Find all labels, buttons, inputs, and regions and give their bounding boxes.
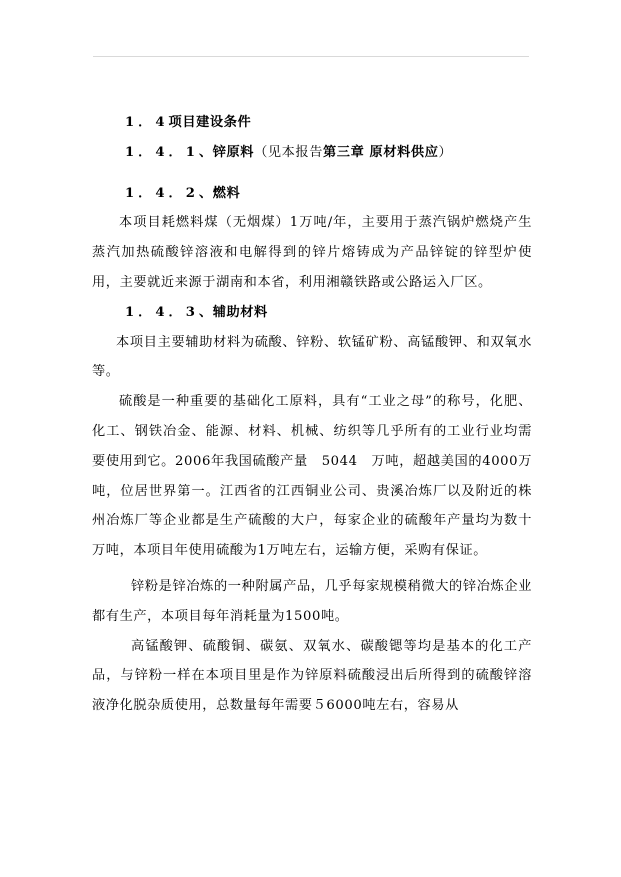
subsection-title: 、辅助材料 [198,304,268,320]
subsection-number: 1．4．3 [125,304,199,320]
header-rule [93,56,529,57]
subsection-number: 1．4．1 [125,144,199,160]
paragraph-zinc-powder: 锌粉是锌冶炼的一种附属产品，几乎每家规模稍微大的锌冶炼企业都有生产，本项目每年消耗量为1500吨。 [92,578,532,624]
subsection-note-end: ） [438,144,453,160]
section-title: 项目建设条件 [168,115,252,130]
subsection-number: 1．4．2 [125,185,199,201]
section-heading [92,108,532,138]
subsection-note-ref: 第三章 原材料供应 [323,144,439,160]
subsection-heading-auxiliary [92,298,532,328]
subsection-title: 、燃料 [198,185,241,201]
subsection-note: （见本报告 [254,144,323,160]
subsection-heading-zinc [92,138,532,168]
subsection-title: 、锌原料 [198,144,255,160]
subsection-heading-fuel [92,179,532,209]
paragraph-sulfuric-acid: 硫酸是一种重要的基础化工原料，具有“工业之母”的称号，化肥、化工、钢铁冶金、能源、材料、机械、纺织等几乎所有的工业行业均需要使用到它。2006年我国硫酸产量 5044 万吨，超越美国的4000万吨，位居世界第一。江西省的江西铜业公司、贵溪冶炼厂以及附近的株州冶炼厂等企业都是生产硫酸的大户，每家企业的硫酸年产量均为数十万吨，本项目年使用硫酸为1万吨左右，运输方便，采购有保证。 [92,394,532,559]
document-body [92,108,532,721]
section-number: 1．4 [125,115,169,130]
paragraph-fuel: 本项目耗燃料煤（无烟煤）1万吨/年，主要用于蒸汽锅炉燃烧产生蒸汽加热硫酸锌溶液和电解得到的锌片熔铸成为产品锌锭的锌型炉使用，主要就近来源于湖南和本省，利用湘赣铁路或公路运入厂区。 [92,215,532,290]
paragraph-auxiliary: 本项目主要辅助材料为硫酸、锌粉、软锰矿粉、高锰酸钾、和双氧水等。 [92,334,532,380]
paragraph-chemicals: 高锰酸钾、硫酸铜、碳氨、双氧水、碳酸锶等均是基本的化工产品，与锌粉一样在本项目里是作为锌原料硫酸浸出后所得到的硫酸锌溶液净化脱杂质使用，总数量每年需要５6000吨左右，容易从 [92,638,532,714]
